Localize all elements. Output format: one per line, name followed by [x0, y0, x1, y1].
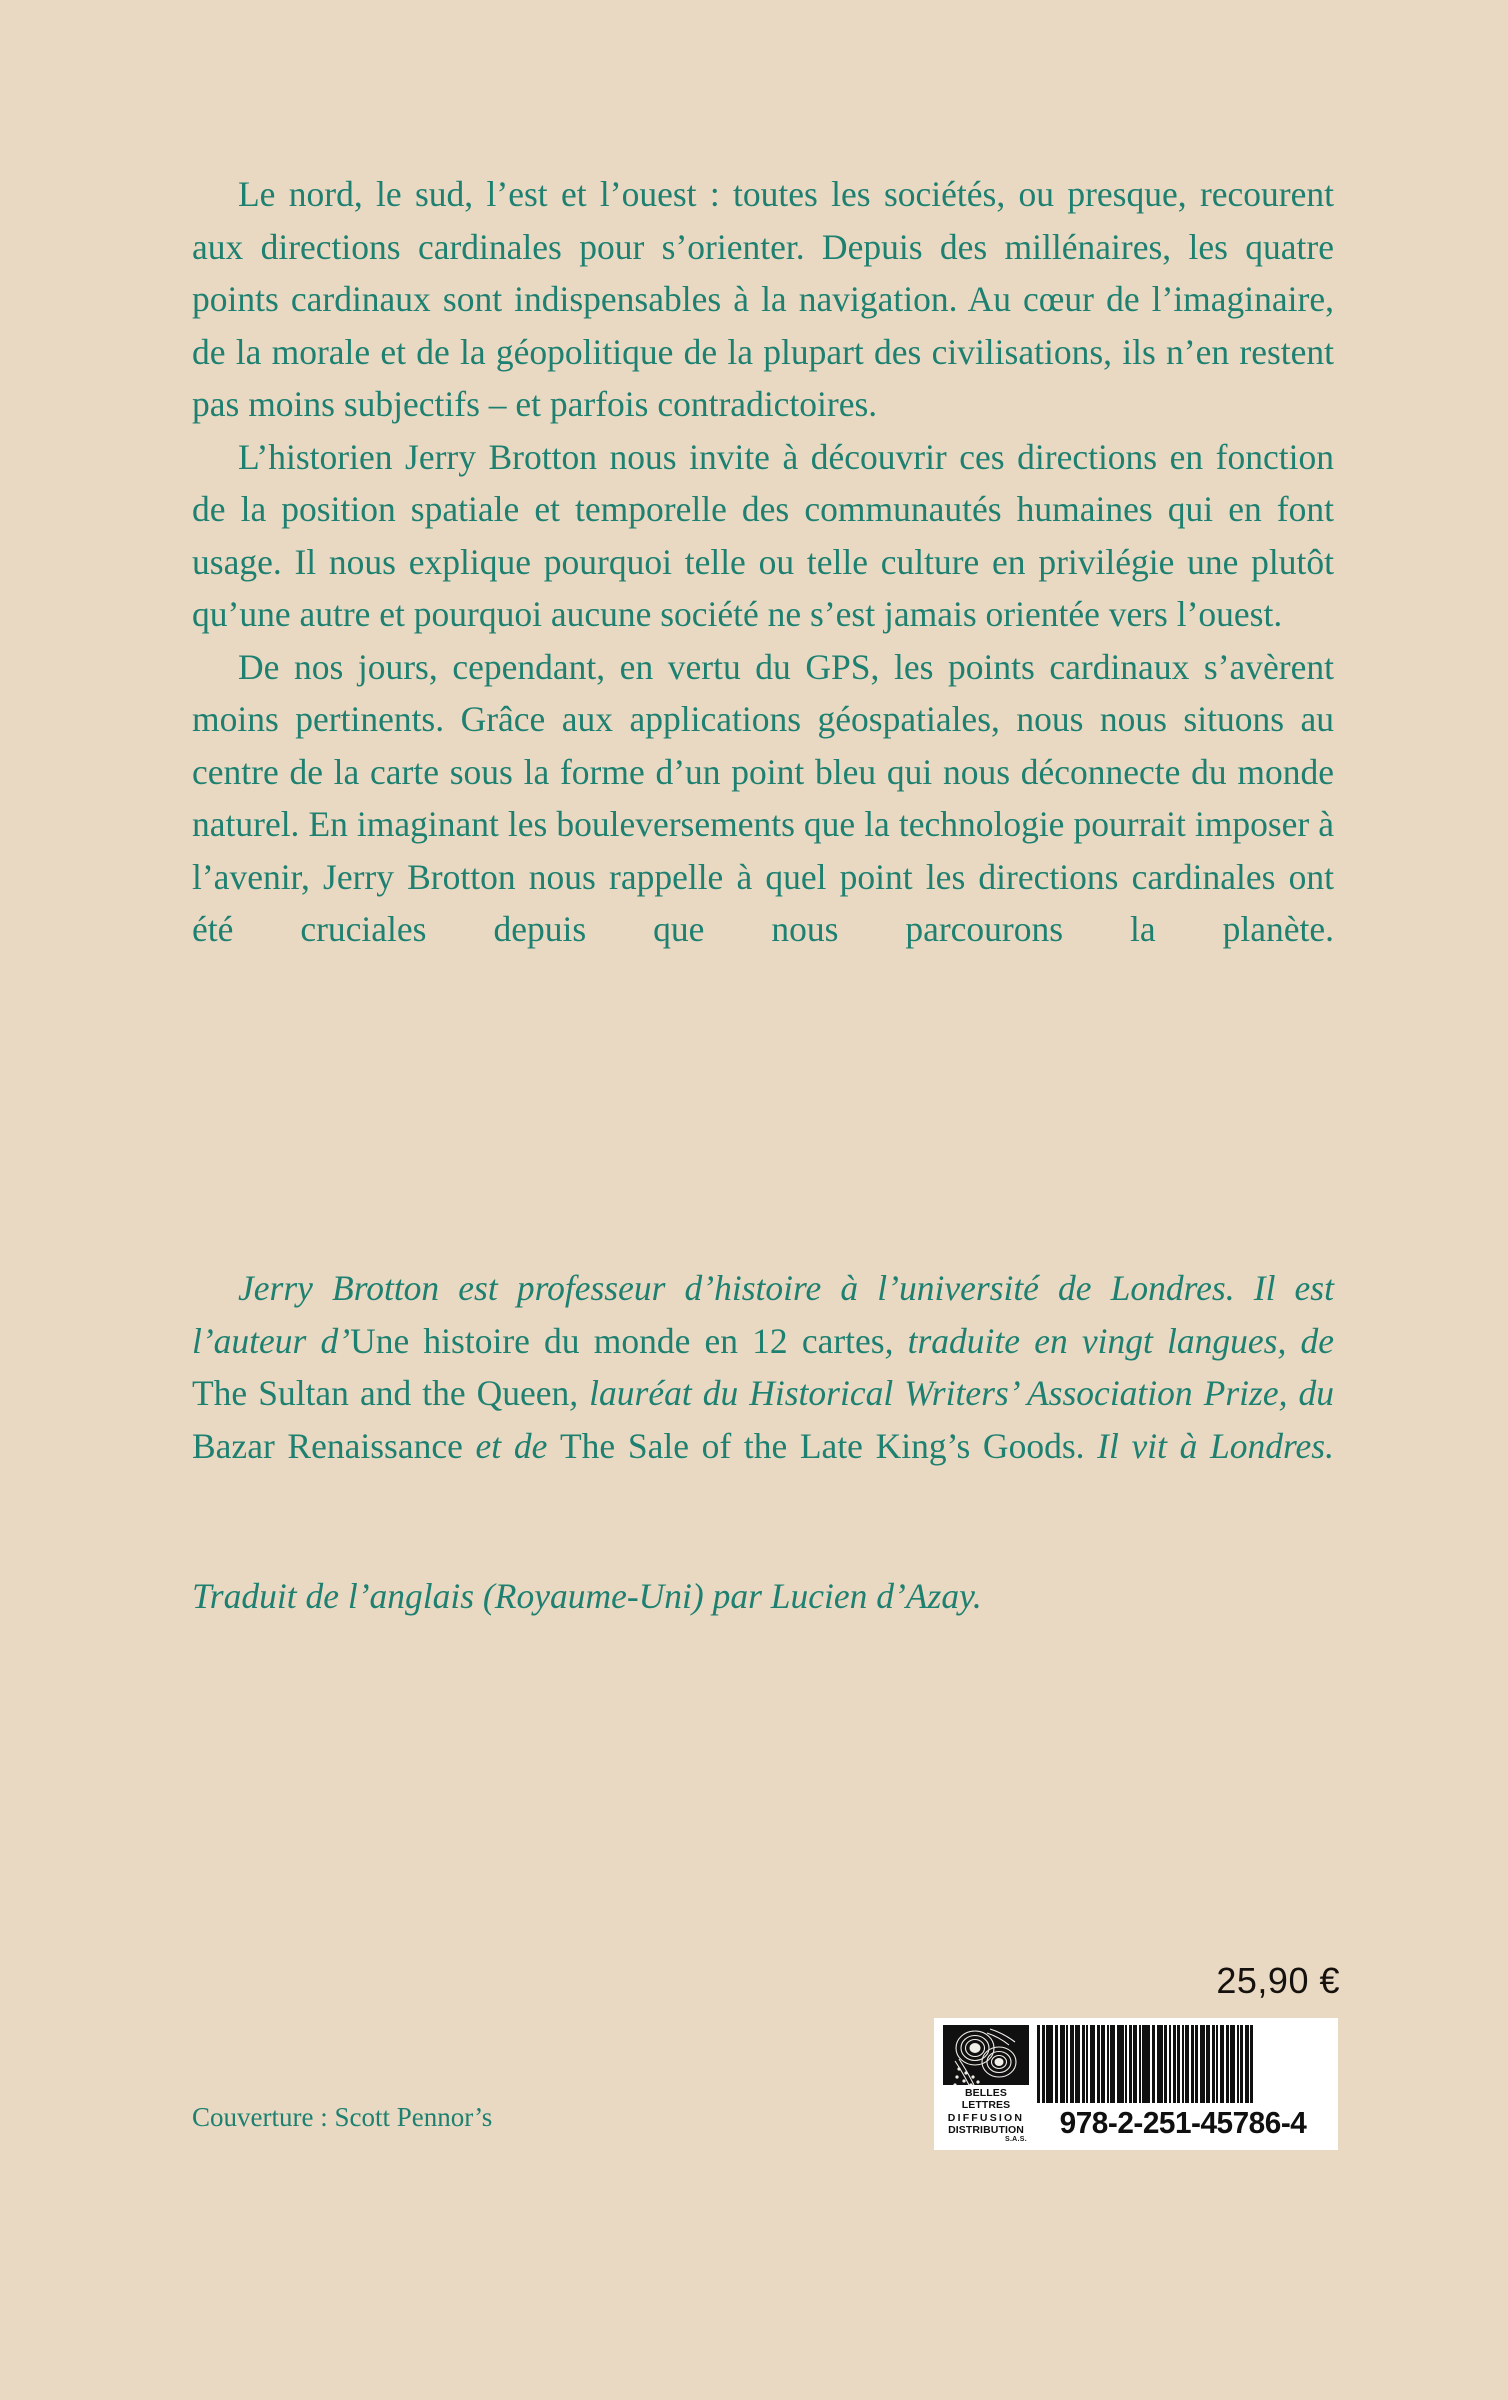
price-label: 25,90 €: [1216, 1960, 1340, 2001]
publisher-line-2: DIFFUSION: [947, 2111, 1025, 2124]
blurb-text-block: [192, 168, 1334, 1008]
publisher-identity: [943, 2025, 1029, 2144]
barcode-bar: [1250, 2025, 1253, 2103]
publisher-line-4: S.A.S.: [1004, 2135, 1027, 2143]
author-bio-paragraph: [192, 1262, 1334, 1525]
isbn-number: 978-2-251-45786-4: [1059, 2105, 1307, 2140]
barcode-bar: [1142, 2025, 1150, 2103]
bio-title-bazar-renaissance: Bazar Renaissance: [192, 1425, 463, 1466]
publisher-line-3: DISTRIBUTION: [948, 2123, 1024, 2136]
bio-title-une-histoire-du-monde: Une histoire du monde en 12 cartes: [350, 1320, 885, 1361]
bio-segment: , lauréat du Historical Writers’ Association Prize, du: [569, 1373, 1334, 1413]
barcode-right: [1029, 2025, 1329, 2144]
bio-segment: Il vit à Londres.: [1084, 1425, 1334, 1466]
bio-title-the-sultan-and-the-queen: The Sultan and the Queen: [192, 1373, 570, 1413]
cover-credit: Couverture : Scott Pennor’s: [192, 2102, 493, 2132]
bio-title-the-sale-of-the-late-kings-goods: The Sale of the Late King’s Goods.: [560, 1425, 1085, 1466]
barcode-bar: [1046, 2025, 1053, 2103]
publisher-name-lines: [943, 2087, 1029, 2144]
translator-credit: Traduit de l’anglais (Royaume-Uni) par Lucien d’Azay.: [192, 1576, 982, 1616]
bio-segment: Jerry Brotton est professeur d’histoire à l’université de Londres. Il est l’auteur d’: [192, 1268, 1334, 1361]
blurb-paragraph-1: Le nord, le sud, l’est et l’ouest : toutes les sociétés, ou presque, recourent aux directions cardinales pour s’orienter. Depuis des millénaires, les quatre points cardinaux sont indispensables à la navigation. Au cœur de l’imaginaire, de la morale et de la géopolitique de la plupart des civilisations, ils n’en restent pas moins subjectifs – et parfois contradictoires.: [192, 174, 1334, 424]
blurb-paragraph-2: L’historien Jerry Brotton nous invite à découvrir ces directions en fonction de la position spatiale et temporelle des communautés humaines qui en font usage. Il nous explique pourquoi telle ou telle culture en privilégie une plutôt qu’une autre et pourquoi aucune société ne s’est jamais orientée vers l’ouest.: [192, 436, 1334, 634]
bio-segment: et de: [462, 1425, 560, 1466]
author-bio-block: [192, 1262, 1334, 1525]
bio-segment: , traduite en vingt langues, de: [884, 1320, 1334, 1361]
blurb-paragraph-3: De nos jours, cependant, en vertu du GPS, les points cardinaux s’avèrent moins pertinents. Grâce aux applications géospatiales, nous nous situons au centre de la carte sous la forme d’un point bleu qui nous déconnecte du monde naturel. En imaginant les bouleversements que la technologie pourrait imposer à l’avenir, Jerry Brotton nous rappelle à quel point les directions cardinales ont été cruciales depuis que nous parcourons la planète.: [192, 646, 1334, 949]
owl-icon: [943, 2025, 1029, 2085]
barcode-bars: [1037, 2025, 1329, 2103]
barcode-block: [934, 2018, 1338, 2150]
publisher-line-1: BELLES LETTRES: [961, 2087, 1011, 2112]
barcode-bar: [1117, 2025, 1124, 2103]
